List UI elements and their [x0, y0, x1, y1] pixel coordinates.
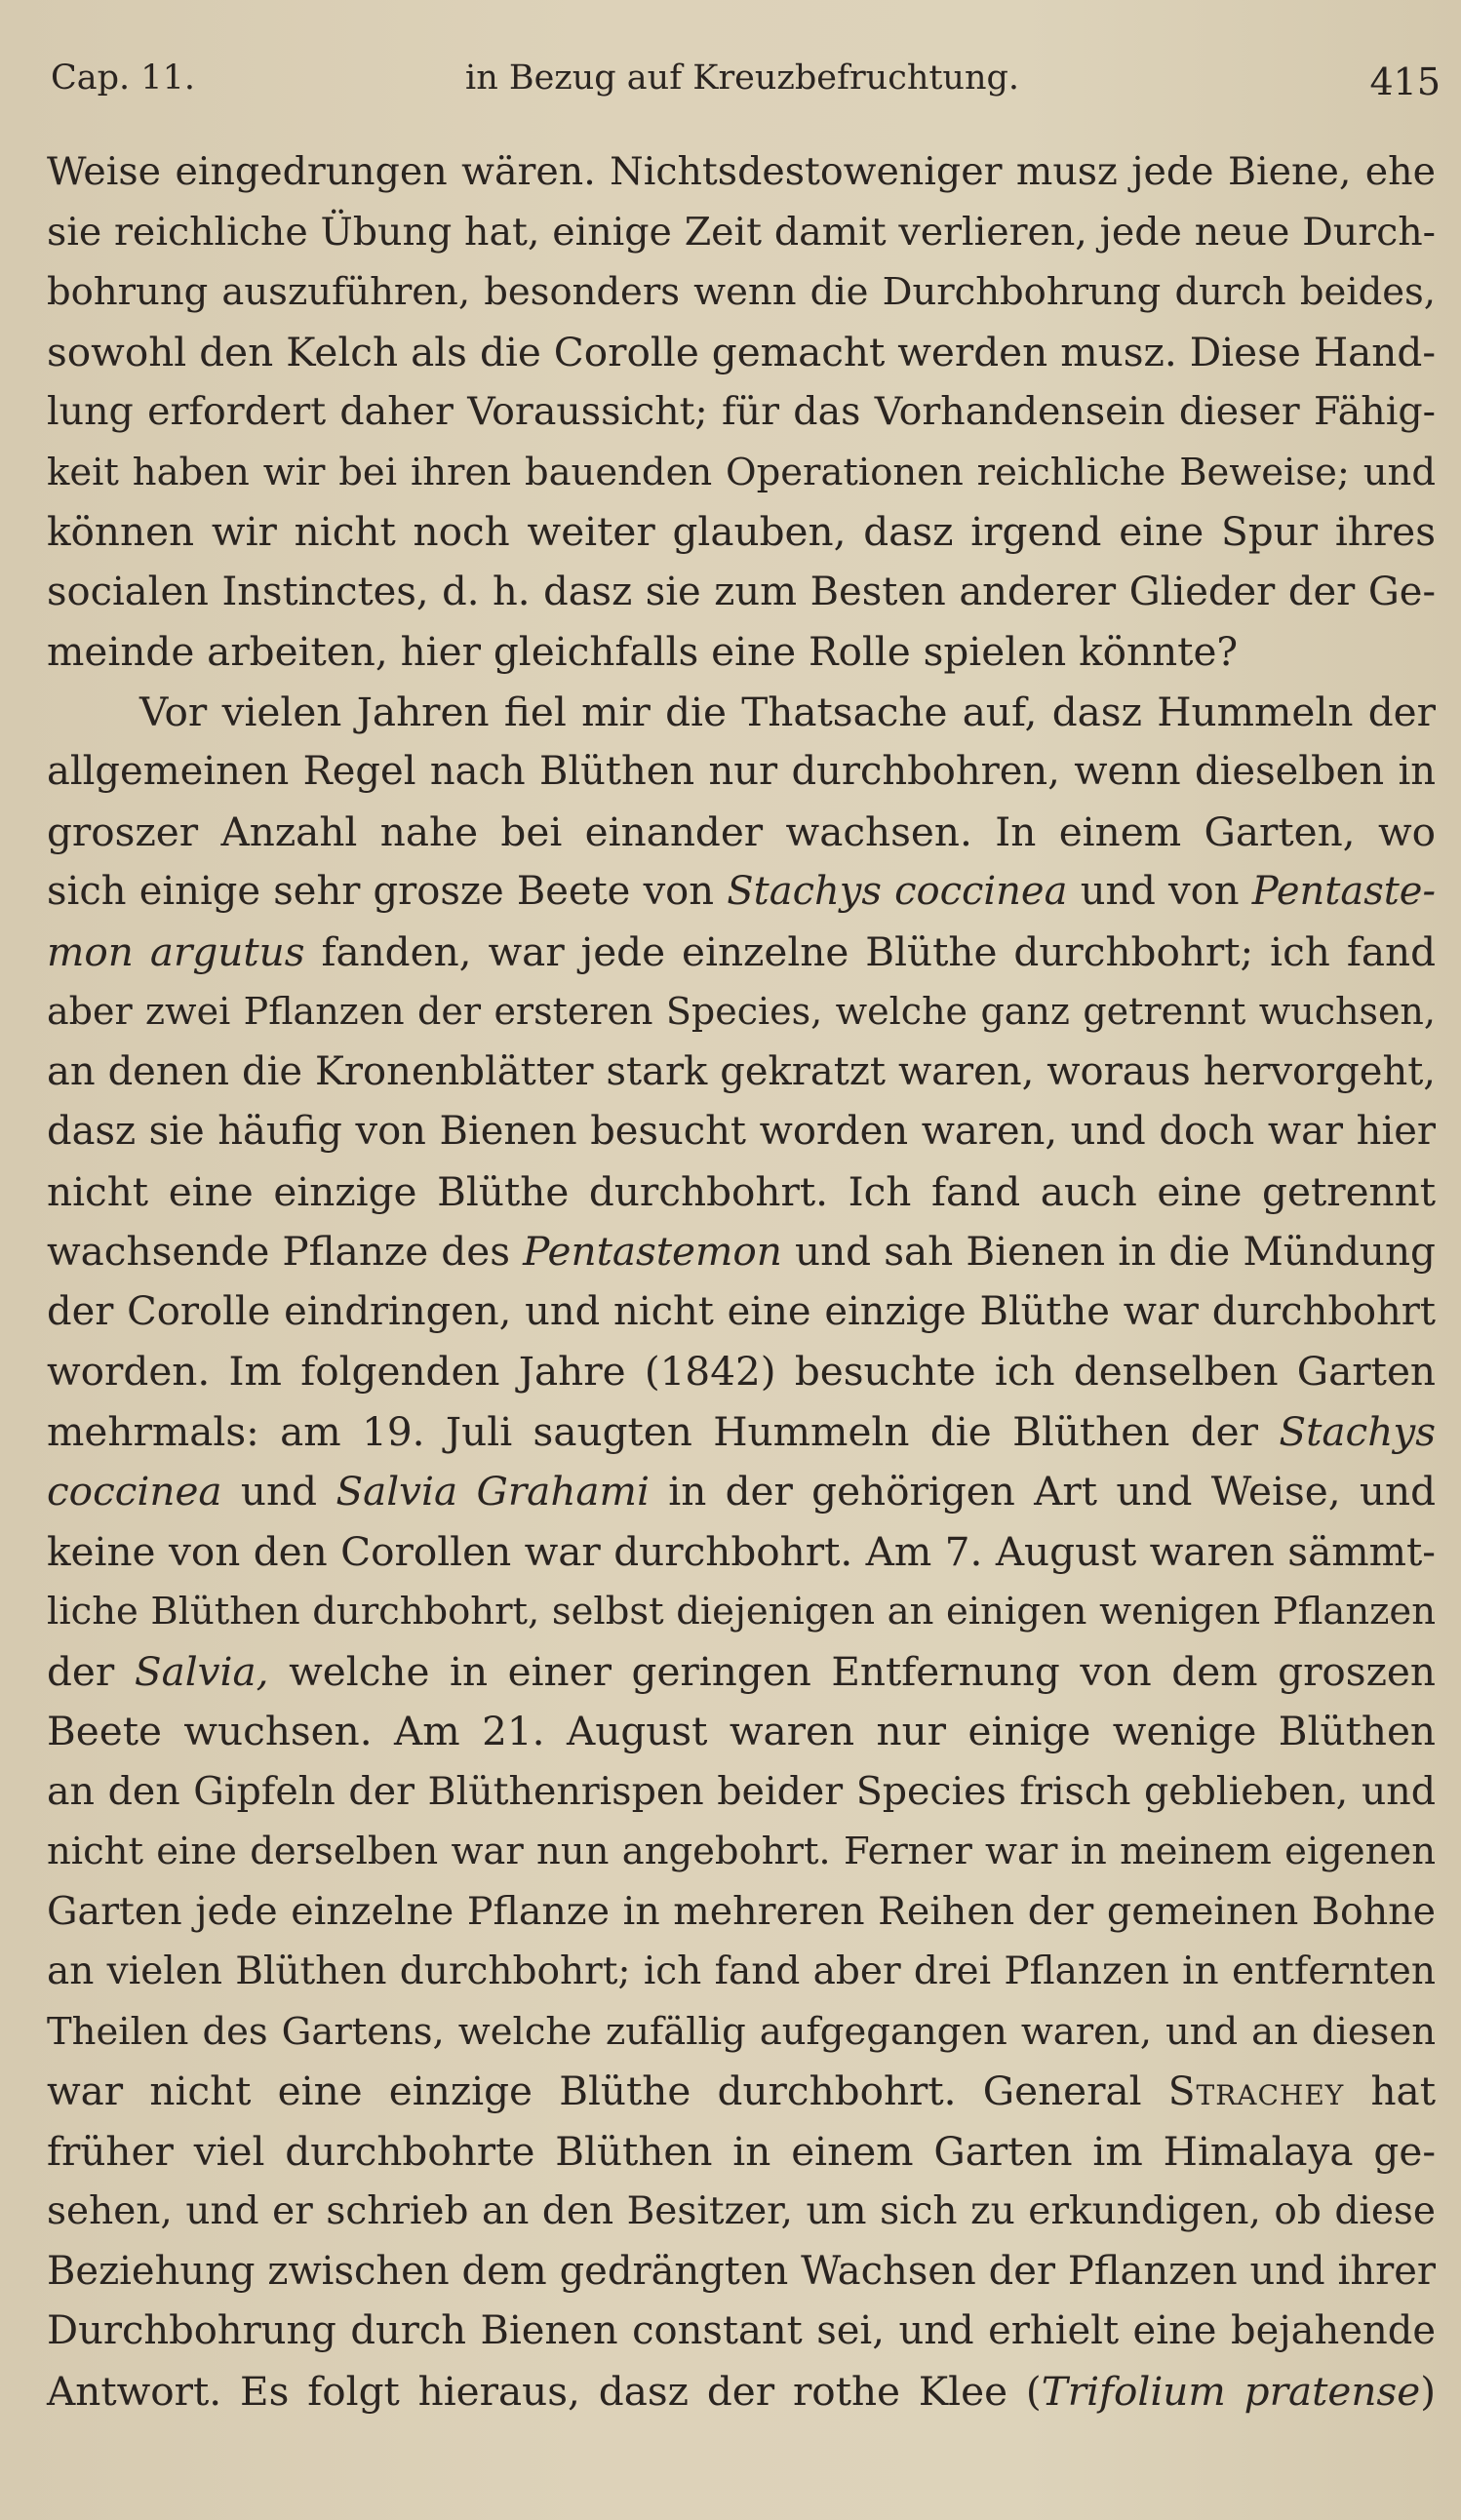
text-line: sehen, und er schrieb an den Besitzer, um sich zu erkundigen, ob diese	[47, 2189, 1436, 2233]
text-line: Durchbohrung durch Bienen constant sei, und erhielt eine bejahende	[47, 2308, 1436, 2353]
text-line: mon argutus fanden, war jede einzelne Blüthe durchbohrt; ich fand	[47, 927, 1436, 975]
text-line: an vielen Blüthen durchbohrt; ich fand aber drei Pflanzen in entfernten	[47, 1949, 1436, 1993]
text-line: nicht eine einzige Blüthe durchbohrt. Ich fand auch eine getrennt	[47, 1167, 1436, 1215]
text-line: Garten jede einzelne Pflanze in mehreren Reihen der gemeinen Bohne	[47, 1888, 1436, 1934]
text-line: worden. Im folgenden Jahre (1842) besuchte ich denselben Garten	[47, 1348, 1436, 1395]
text-line: allgemeinen Regel nach Blüthen nur durchbohren, wenn dieselben in	[47, 749, 1436, 794]
person-name: Strachey	[1167, 2067, 1345, 2114]
text-line: nicht eine derselben war nun angebohrt. Ferner war in meinem eigenen	[47, 1830, 1436, 1873]
text-line: coccinea und Salvia Grahami in der gehörigen Art und Weise, und	[47, 1468, 1437, 1515]
text-line: Antwort. Es folgt hieraus, dasz der rothe Klee (Trifolium pratense)	[47, 2367, 1436, 2415]
page-number: 415	[1369, 60, 1441, 103]
text-line: Beete wuchsen. Am 21. August waren nur einige wenige Blüthen	[47, 1708, 1436, 1754]
text-line: an denen die Kronenblätter stark gekratzt waren, woraus hervorgeht,	[47, 1048, 1436, 1094]
text-line: Theilen des Gartens, welche zufällig aufgegangen waren, und an diesen	[47, 2009, 1436, 2054]
text-line: können wir nicht noch weiter glauben, dasz irgend eine Spur ihres	[47, 508, 1436, 555]
text-line: bohrung auszuführen, besonders wenn die Durchbohrung durch beides,	[47, 270, 1436, 314]
text-line: der Corolle eindringen, und nicht eine einzige Blüthe war durchbohrt	[47, 1288, 1436, 1334]
species-name: coccinea	[47, 1468, 222, 1515]
text-line: dasz sie häufig von Bienen besucht worden waren, und doch war hier	[47, 1109, 1436, 1154]
body-text	[47, 142, 1436, 2422]
text-line: mehrmals: am 19. Juli saugten Hummeln die Blüthen der Stachys	[47, 1407, 1436, 1455]
text-line: keit haben wir bei ihren bauenden Operationen reichliche Beweise; und	[47, 450, 1436, 494]
species-name: mon argutus	[47, 927, 305, 975]
text-line: socialen Instinctes, d. h. dasz sie zum Besten anderer Glieder der Ge-	[47, 569, 1436, 614]
chapter-label: Cap. 11.	[51, 59, 195, 98]
species-name: Trifolium pratense	[1041, 2367, 1421, 2415]
text-line: war nicht eine einzige Blüthe durchbohrt. General Strachey hat	[47, 2067, 1436, 2114]
text-line: keine von den Corollen war durchbohrt. Am 7. August waren sämmt-	[47, 1527, 1436, 1575]
species-name: Salvia,	[134, 1647, 269, 1695]
text-line: Vor vielen Jahren fiel mir die Thatsache auf, dasz Hummeln der	[139, 688, 1436, 735]
page-header	[51, 49, 1441, 107]
running-title: in Bezug auf Kreuzbefruchtung.	[465, 59, 1020, 98]
text-line: wachsende Pflanze des Pentastemon und sah Bienen in die Mündung	[47, 1228, 1436, 1275]
text-line: sowohl den Kelch als die Corolle gemacht werden musz. Diese Hand-	[47, 328, 1436, 375]
text-line: sich einige sehr grosze Beete von Stachys coccinea und von Pentaste-	[47, 869, 1436, 914]
text-line: meinde arbeiten, hier gleichfalls eine Rolle spielen könnte?	[47, 628, 1239, 675]
text-line: lung erfordert daher Voraussicht; für das Vorhandensein dieser Fähig-	[47, 389, 1436, 434]
species-name: Salvia Grahami	[336, 1468, 650, 1515]
text-line: an den Gipfeln der Blüthenrispen beider Species frisch geblieben, und	[47, 1768, 1436, 1814]
text-line: liche Blüthen durchbohrt, selbst diejenigen an einigen wenigen Pflanzen	[47, 1590, 1436, 1634]
text-line: aber zwei Pflanzen der ersteren Species, welche ganz getrennt wuchsen,	[47, 990, 1436, 1033]
text-line: Weise eingedrungen wären. Nichtsdestoweniger musz jede Biene, ehe	[47, 149, 1436, 194]
species-name: Pentaste-	[1251, 869, 1436, 914]
text-line: groszer Anzahl nahe bei einander wachsen. In einem Garten, wo	[47, 807, 1436, 855]
species-name: Stachys	[1279, 1407, 1436, 1455]
text-line: früher viel durchbohrte Blüthen in einem Garten im Himalaya ge-	[47, 2127, 1436, 2175]
species-name: Stachys coccinea	[727, 869, 1068, 914]
text-line: Beziehung zwischen dem gedrängten Wachsen der Pflanzen und ihrer	[47, 2248, 1436, 2294]
text-line: der Salvia, welche in einer geringen Entfernung von dem groszen	[47, 1647, 1436, 1695]
species-name: Pentastemon	[523, 1228, 782, 1275]
text-line: sie reichliche Übung hat, einige Zeit damit verlieren, jede neue Durch-	[47, 209, 1436, 255]
